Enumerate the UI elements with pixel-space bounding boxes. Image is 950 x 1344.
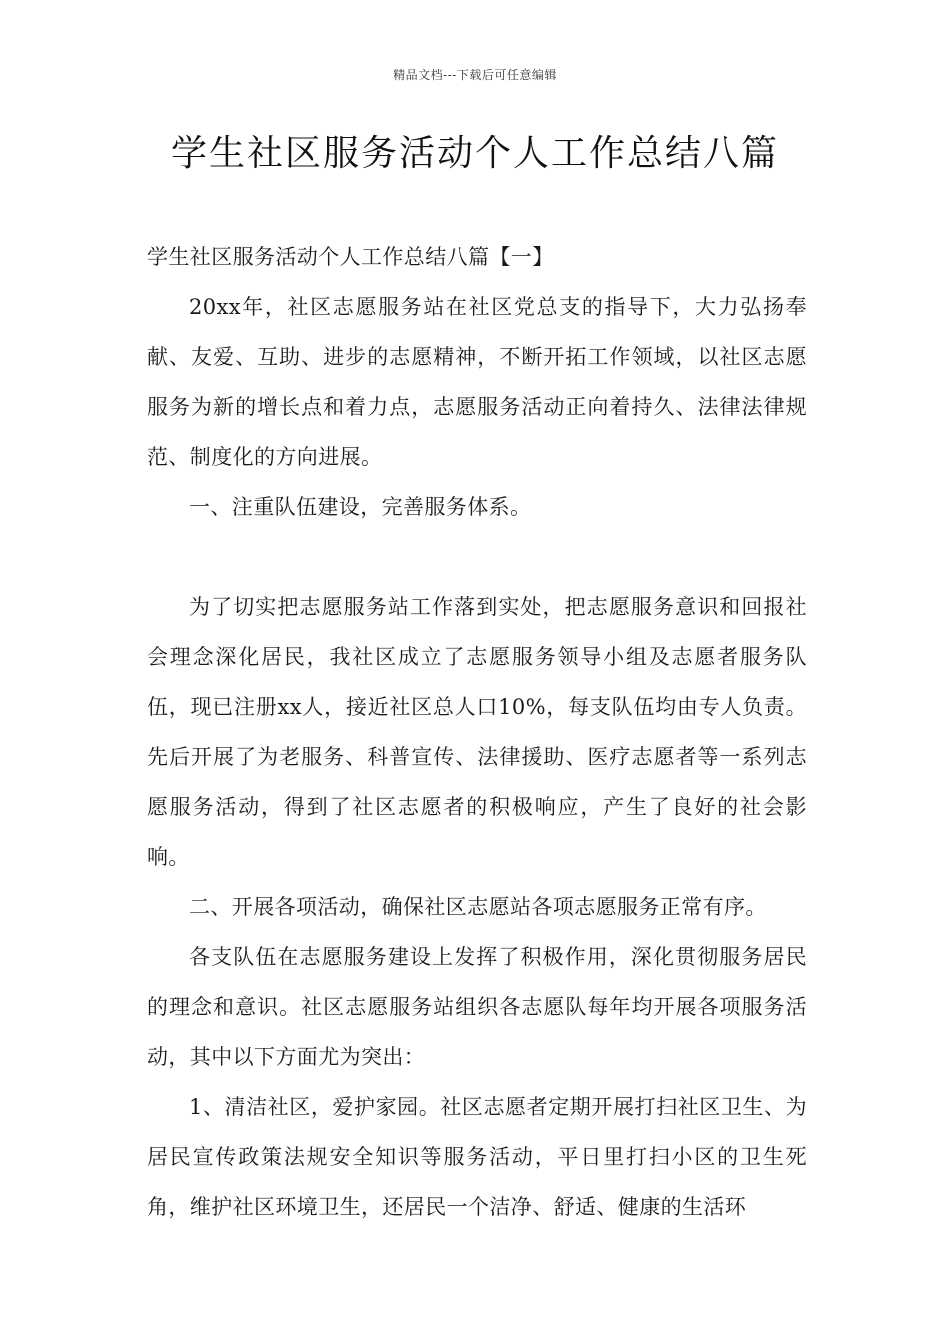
document-title: 学生社区服务活动个人工作总结八篇 (170, 133, 779, 174)
document-body (147, 232, 807, 1232)
header-note: 精品文档---下载后可任意编辑 (393, 68, 557, 82)
paragraph-intro: 20xx年，社区志愿服务站在社区党总支的指导下，大力弘扬奉献、友爱、互助、进步的志愿精神，不断开拓工作领域，以社区志愿服务为新的增长点和着力点，志愿服务活动正向着持久、法律法律规范、制度化的方向进展。 (147, 295, 807, 469)
blank-line (147, 532, 807, 582)
paragraph-team-building: 为了切实把志愿服务站工作落到实处，把志愿服务意识和回报社会理念深化居民，我社区成立了志愿服务领导小组及志愿者服务队伍，现已注册xx人，接近社区总人口10%，每支队伍均由专人负责。先后开展了为老服务、科普宣传、法律援助、医疗志愿者等一系列志愿服务活动，得到了社区志愿者的积极响应，产生了良好的社会影响。 (147, 595, 807, 869)
section-heading: 学生社区服务活动个人工作总结八篇【一】 (147, 245, 554, 269)
subheading-activities: 二、开展各项活动，确保社区志愿站各项志愿服务正常有序。 (189, 895, 767, 919)
paragraph-activities: 各支队伍在志愿服务建设上发挥了积极作用，深化贯彻服务居民的理念和意识。社区志愿服务站组织各志愿队每年均开展各项服务活动，其中以下方面尤为突出： (147, 945, 807, 1069)
subheading-team-building: 一、注重队伍建设，完善服务体系。 (189, 495, 532, 519)
paragraph-clean-community: 1、清洁社区，爱护家园。社区志愿者定期开展打扫社区卫生、为居民宣传政策法规安全知识等服务活动，平日里打扫小区的卫生死角，维护社区环境卫生，还居民一个洁净、舒适、健康的生活环 (147, 1095, 807, 1219)
